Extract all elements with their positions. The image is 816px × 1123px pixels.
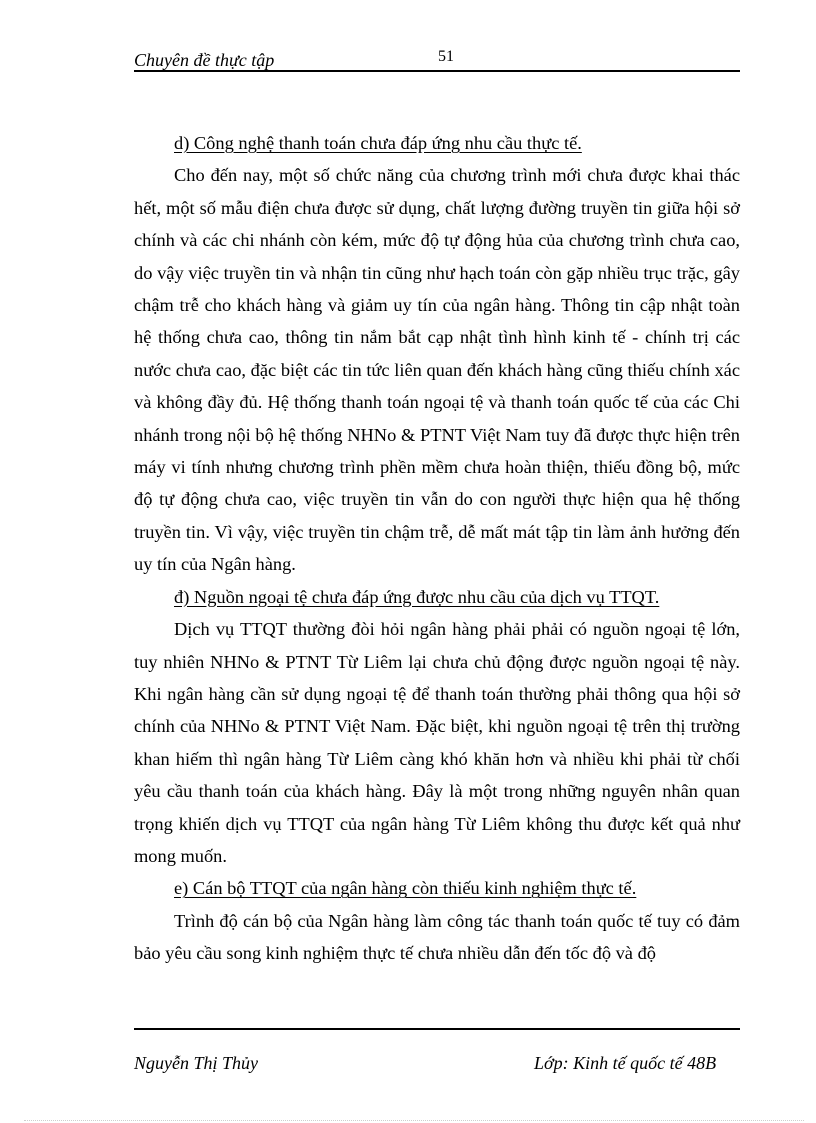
header-title: Chuyên đề thực tập bbox=[134, 50, 275, 70]
paragraph-d: Cho đến nay, một số chức năng của chương trình mới chưa được khai thác hết, một số mẫu điện chưa được sử dụng, chất lượng đường truyền tin giữa hội sở chính và các chi nhánh còn kém, mức độ tự động hủa của chương trình chưa cao, do vậy việc truyền tin và nhận tin cũng như hạch toán còn gặp nhiều trục trặc, gây chậm trễ cho khách hàng và giảm uy tín của ngân hàng. Thông tin cập nhật toàn hệ thống chưa cao, thông tin nắm bắt cạp nhật tình hình kinh tế - chính trị các nước chưa cao, đặc biệt các tin tức liên quan đến khách hàng cũng thiếu chính xác và không đầy đủ. Hệ thống thanh toán ngoại tệ và thanh toán quốc tế của các Chi nhánh trong nội bộ hệ thống NHNo & PTNT Việt Nam tuy đã được thực hiện trên máy vi tính nhưng chương trình phền mềm chưa hoàn thiện, thiếu đồng bộ, mức độ tự động chưa cao, việc truyền tin vẫn do con người thực hiện qua hệ thống truyền tin. Vì vậy, việc truyền tin chậm trễ, dễ mất mát tập tin làm ảnh hưởng đến uy tín của Ngân hàng. bbox=[134, 165, 740, 575]
footer-divider bbox=[134, 1028, 740, 1030]
section-heading-dd: đ) Nguồn ngoại tệ chưa đáp ứng được nhu cầu của dịch vụ TTQT. bbox=[174, 586, 660, 607]
document-body bbox=[134, 127, 740, 970]
footer-author: Nguyễn Thị Thủy bbox=[134, 1053, 258, 1073]
page-number: 51 bbox=[438, 48, 454, 65]
section-heading-e: e) Cán bộ TTQT của ngân hàng còn thiếu kinh nghiệm thực tế. bbox=[174, 878, 637, 899]
section-heading-d: d) Công nghệ thanh toán chưa đáp ứng nhu cầu thực tế. bbox=[174, 133, 582, 153]
page-header bbox=[134, 46, 740, 72]
footer-class: Lớp: Kinh tế quốc tế 48B bbox=[534, 1053, 717, 1073]
paragraph-dd: Dịch vụ TTQT thường đòi hỏi ngân hàng phải phải có nguồn ngoại tệ lớn, tuy nhiên NHNo & PTNT Từ Liêm lại chưa chủ động được nguồn ngoại tệ này. Khi ngân hàng cần sử dụng ngoại tệ để thanh toán thường phải thông qua hội sở chính của NHNo & PTNT Việt Nam. Đặc biệt, khi nguồn ngoại tệ trên thị trường khan hiếm thì ngân hàng Từ Liêm càng khó khăn hơn và nhiều khi phải từ chối yêu cầu thanh toán của khách hàng. Đây là một trong những nguyên nhân quan trọng khiến dịch vụ TTQT của ngân hàng Từ Liêm không thu được kết quả như mong muốn. bbox=[134, 619, 740, 866]
page-bottom-edge bbox=[24, 1120, 804, 1121]
paragraph-e: Trình độ cán bộ của Ngân hàng làm công tác thanh toán quốc tế tuy có đảm bảo yêu cầu song kinh nghiệm thực tế chưa nhiều dẫn đến tốc độ và độ bbox=[134, 910, 740, 964]
